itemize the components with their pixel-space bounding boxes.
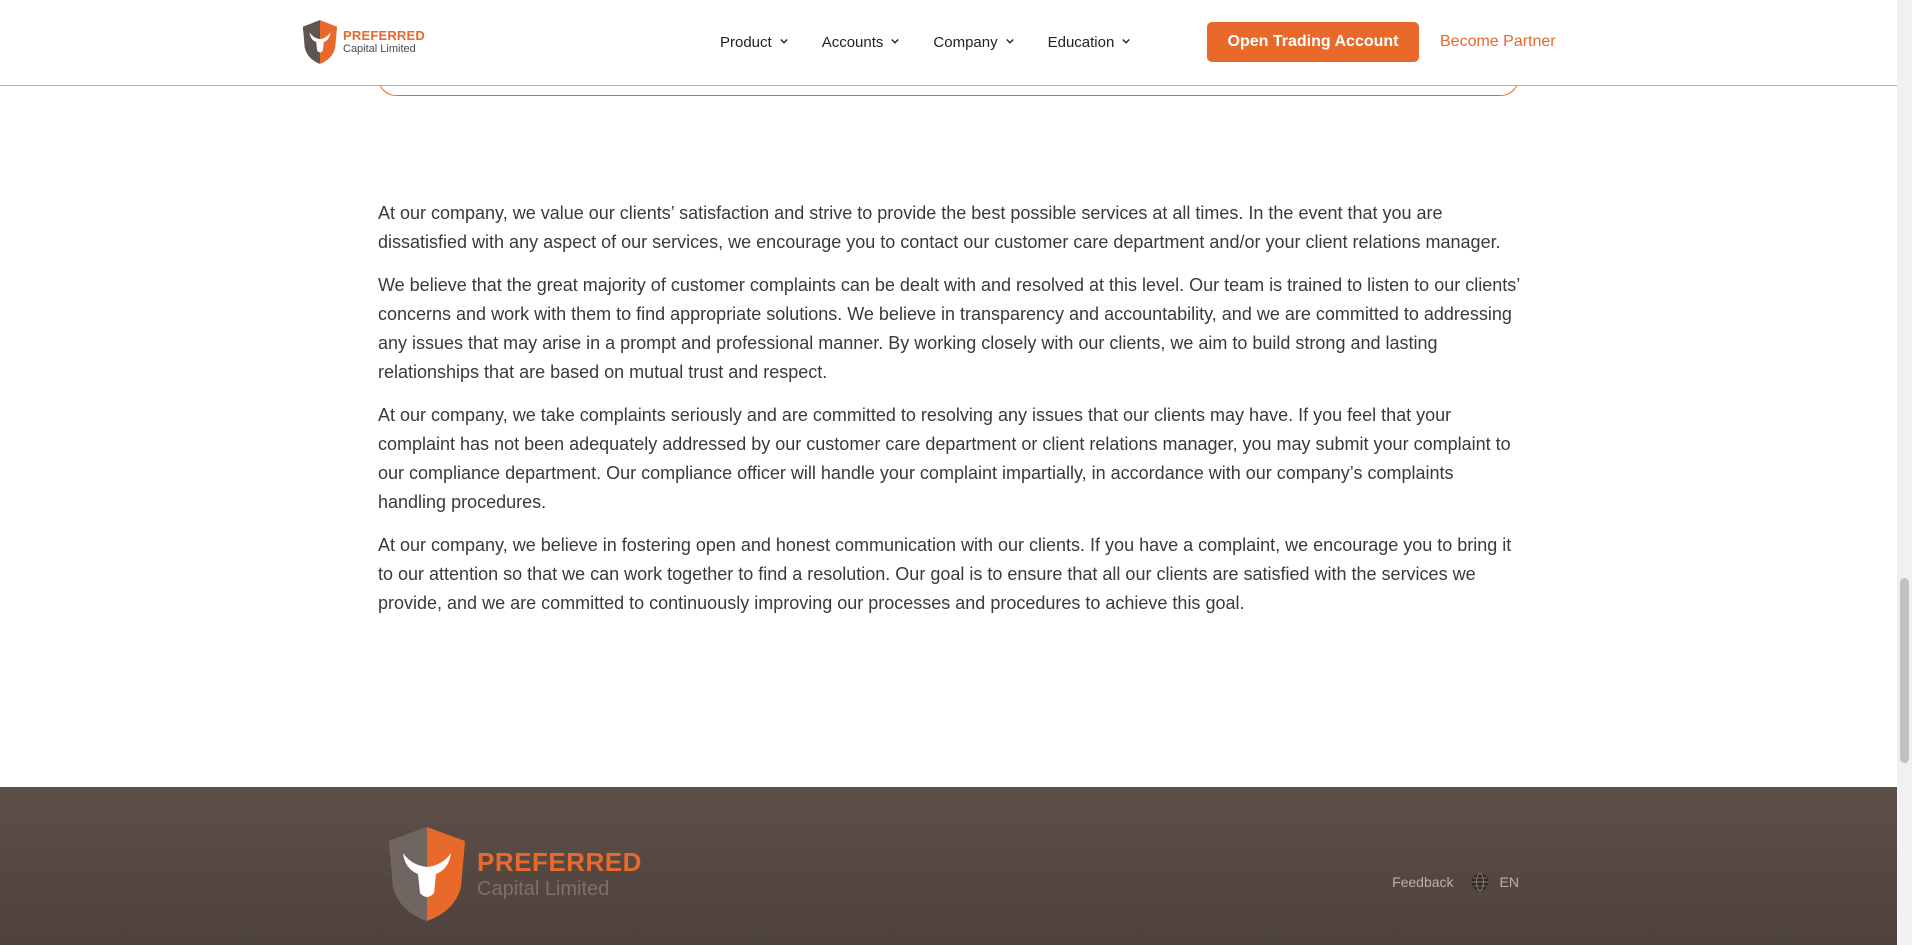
header-logo[interactable] <box>301 18 425 66</box>
feedback-link[interactable]: Feedback <box>1392 874 1454 890</box>
complaints-content <box>378 199 1520 632</box>
nav-product[interactable] <box>720 34 788 51</box>
footer-logo-text-secondary: Capital Limited <box>477 878 610 900</box>
open-trading-account-button[interactable]: Open Trading Account <box>1207 22 1419 62</box>
nav-product-label: Product <box>720 33 772 51</box>
nav-education-label: Education <box>1047 33 1115 51</box>
footer-utilities <box>1392 872 1519 892</box>
site-header <box>0 0 1897 86</box>
content-paragraph-1: At our company, we value our clients’ satisfaction and strive to provide the best possible services at all times. In the event that you are dissatisfied with any aspect of our services, we encourage you to contact our customer care department and/or your client relations manager. <box>378 203 1501 252</box>
language-selector[interactable]: EN <box>1499 874 1519 890</box>
scrollbar-thumb[interactable] <box>1900 578 1909 763</box>
logo-text-secondary: Capital Limited <box>343 43 416 55</box>
site-footer <box>0 787 1897 945</box>
footer-logo-text-primary: PREFERRED <box>477 847 642 877</box>
chevron-down-icon <box>780 38 788 46</box>
content-paragraph-4: At our company, we believe in fostering open and honest communication with our clients. If you have a complaint, we encourage you to bring it to our attention so that we can work together to find a resolution. Our goal is to ensure that all our clients are satisfied with the services we provide, and we are committed to continuously improving our processes and procedures to achieve this goal. <box>378 535 1512 613</box>
nav-accounts[interactable] <box>822 34 900 51</box>
content-paragraph-3: At our company, we take complaints seriously and are committed to resolving any issues that our clients may have. If you feel that your complaint has not been adequately addressed by our customer care department or client relations manager, you may submit your complaint to our compliance department. Our compliance officer will handle your complaint impartially, in accordance with our company’s complaints handling procedures. <box>378 405 1511 512</box>
page-scrollbar[interactable] <box>1897 0 1912 945</box>
chevron-down-icon <box>1122 38 1130 46</box>
nav-company-label: Company <box>933 33 998 51</box>
nav-accounts-label: Accounts <box>821 33 884 51</box>
chevron-down-icon <box>891 38 899 46</box>
globe-icon[interactable] <box>1470 872 1490 892</box>
become-partner-link[interactable]: Become Partner <box>1440 33 1556 50</box>
nav-company[interactable] <box>933 34 1013 51</box>
chevron-down-icon <box>1006 38 1014 46</box>
content-paragraph-2: We believe that the great majority of customer complaints can be dealt with and resolved at this level. Our team is trained to listen to our clients’ concerns and work with them to find appropriate solutions. We believe in transparency and accountability, and we are committed to addressing any issues that may arise in a prompt and professional manner. By working closely with our clients, we aim to build strong and lasting relationships that are based on mutual trust and respect. <box>378 275 1520 382</box>
bull-shield-icon <box>385 825 469 923</box>
nav-education[interactable] <box>1048 34 1131 51</box>
footer-logo[interactable] <box>385 825 642 923</box>
bull-shield-icon <box>301 18 339 66</box>
main-nav <box>720 0 1164 84</box>
logo-text-primary: PREFERRED <box>343 28 425 43</box>
